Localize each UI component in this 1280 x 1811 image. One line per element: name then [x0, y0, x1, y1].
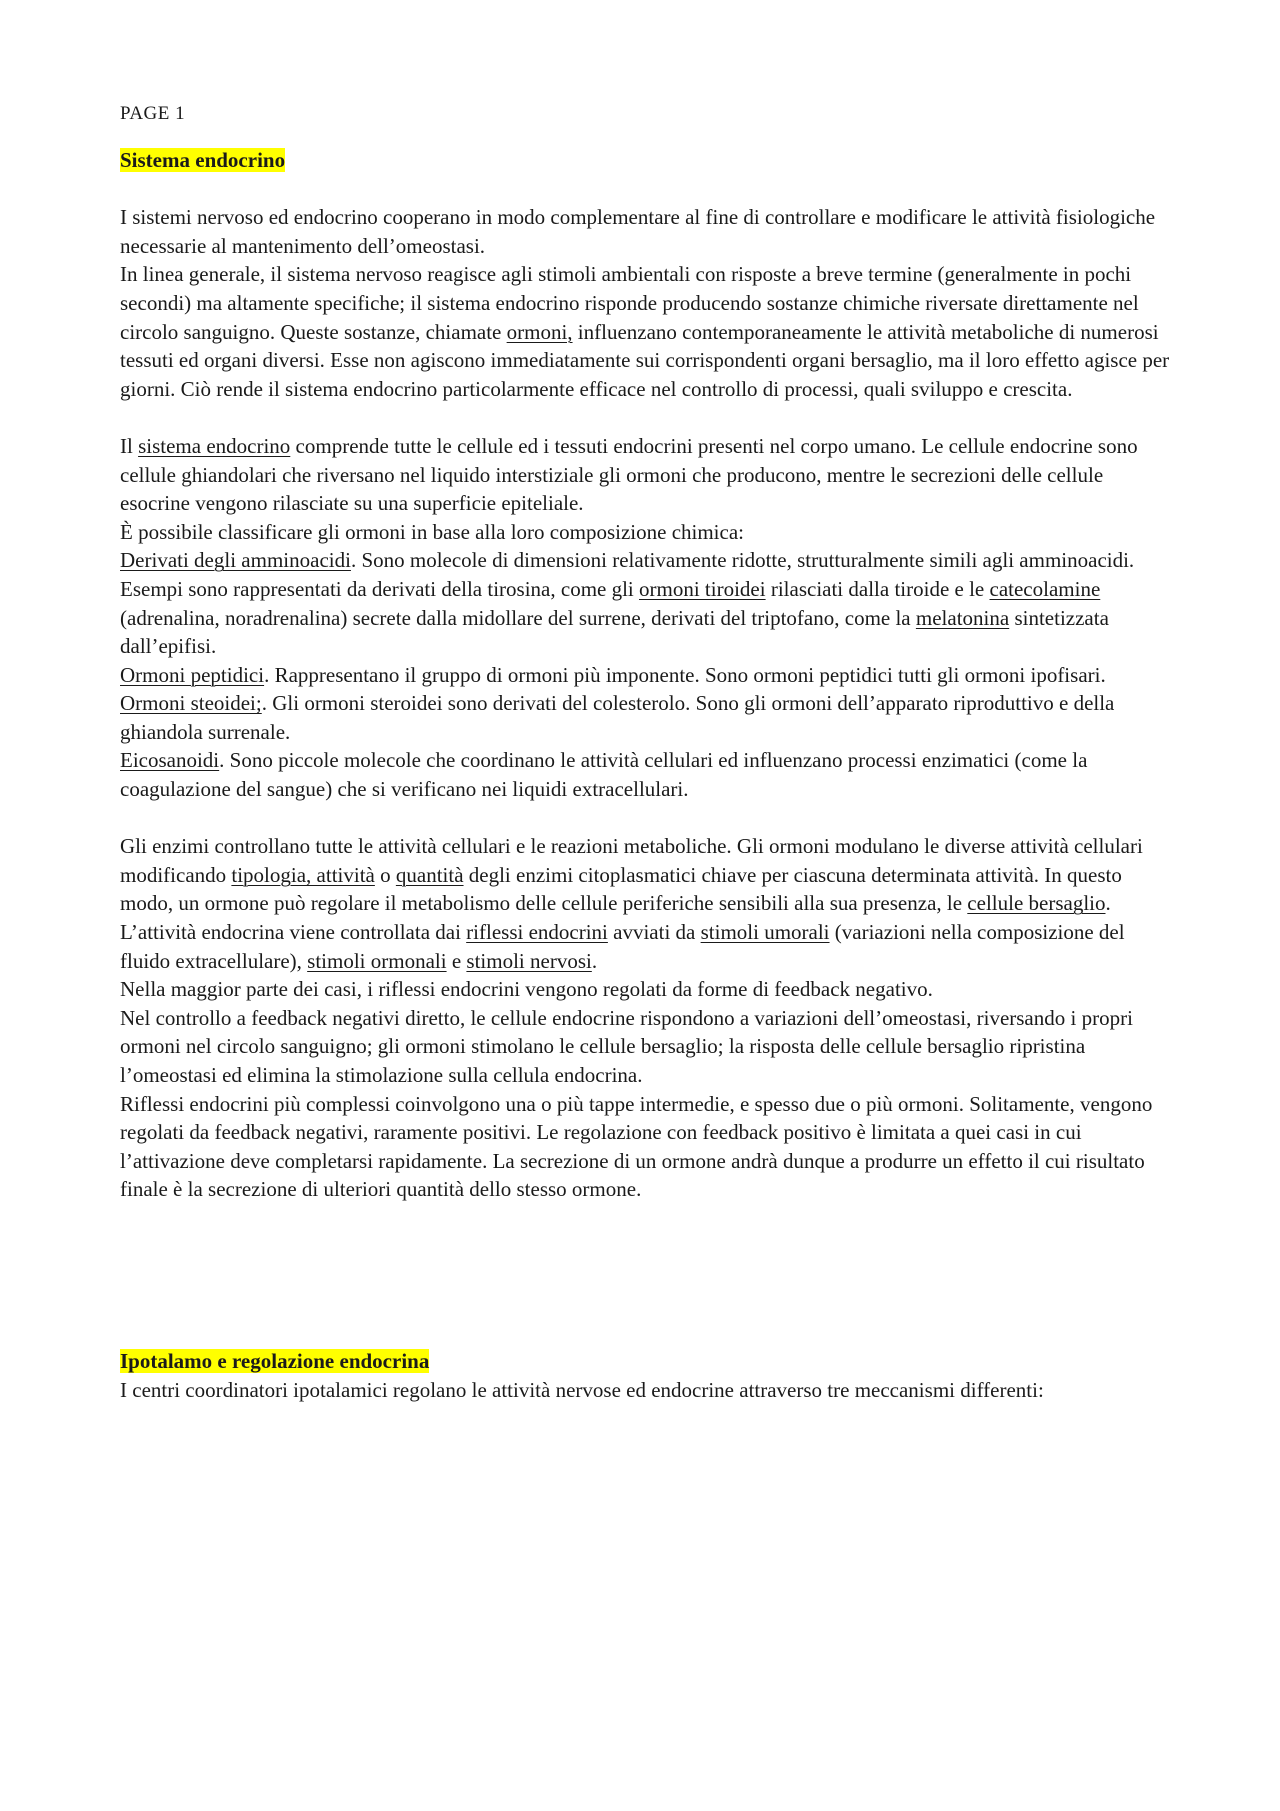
paragraph-intro: I sistemi nervoso ed endocrino cooperano in modo complementare al fine di controllare e modificare le attività fisiologiche necessarie al mantenimento dell’omeostasi. — [120, 205, 1156, 258]
underlined-term-eicosanoidi: Eicosanoidi — [120, 748, 220, 773]
underlined-term-melatonina: melatonina — [915, 605, 1010, 630]
underlined-term-derivati: Derivati degli amminoacidi — [120, 548, 351, 573]
underlined-term-stimoli-umorali: stimoli umorali — [700, 920, 830, 945]
heading-text: Sistema endocrino — [120, 148, 286, 172]
heading-text: Ipotalamo e regolazione endocrina — [120, 1348, 430, 1373]
paragraph-ipotalamo: I centri coordinatori ipotalamici regolano le attività nervose ed endocrine attraverso tre meccanismi differenti: — [120, 1377, 1044, 1402]
paragraph-peptidici: Ormoni peptidici. Rappresentano il gruppo di ormoni più imponente. Sono ormoni peptidici tutti gli ormoni ipofisari. — [120, 662, 1106, 687]
paragraph-steroidei: Ormoni steoidei;. Gli ormoni steroidei sono derivati del colesterolo. Sono gli ormoni dell’apparato riproduttivo e della ghiandola surrenale. — [120, 691, 1115, 744]
underlined-term-tipologia: tipologia, attività — [231, 862, 375, 887]
paragraph-feedback-2: Nel controllo a feedback negativi diretto, le cellule endocrine rispondono a variazioni dell’omeostasi, riversando i propri ormoni nel circolo sanguigno; gli ormoni stimolano le cellule bersaglio; la risposta delle cellule bersaglio ripristina l’omeostasi ed elimina la stimolazione sulla cellula endocrina. — [120, 1005, 1133, 1087]
page-content — [120, 100, 1170, 1404]
underlined-term-sistema-endocrino: sistema endocrino — [138, 433, 291, 458]
paragraph-feedback-1: Nella maggior parte dei casi, i riflessi endocrini vengono regolati da forme di feedback negativo. — [120, 977, 933, 1002]
paragraph-classification: È possibile classificare gli ormoni in base alla loro composizione chimica: — [120, 519, 744, 544]
underlined-term-stimoli-nervosi: stimoli nervosi — [466, 948, 592, 973]
paragraph-derivati: Derivati degli amminoacidi. Sono molecole di dimensioni relativamente ridotte, strutturalmente simili agli amminoacidi. Esempi sono rappresentati da derivati della tirosina, come gli ormoni tiroidei rilasciati dalla tiroide e le catecolamine (adrenalina, noradrenalina) secrete dalla midollare del surrene, derivati del triptofano, come la melatonina sintetizzata dall’epifisi. — [120, 548, 1135, 659]
page-number-label: PAGE 1 — [120, 103, 186, 124]
paragraph-sistema-endocrino: Il sistema endocrino comprende tutte le cellule ed i tessuti endocrini presenti nel corpo umano. Le cellule endocrine sono cellule ghiandolari che riversano nel liquido interstiziale gli ormoni che producono, mentre le secrezioni delle cellule esocrine vengono rilasciate su una superficie epiteliale. — [120, 433, 1138, 516]
underlined-term-steroidei: Ormoni steoidei; — [120, 691, 262, 716]
underlined-term-ormoni: ormoni, — [506, 319, 573, 344]
underlined-term-peptidici: Ormoni peptidici — [120, 662, 265, 687]
paragraph-eicosanoidi: Eicosanoidi. Sono piccole molecole che coordinano le attività cellulari ed influenzano processi enzimatici (come la coagulazione del sangue) che si verificano nei liquidi extracellulari. — [120, 748, 1088, 802]
paragraph-nervous-vs-endocrine: In linea generale, il sistema nervoso reagisce agli stimoli ambientali con risposte a breve termine (generalmente in pochi secondi) ma altamente specifiche; il sistema endocrino risponde producendo sostanze chimiche riversate direttamente nel circolo sanguigno. Queste sostanze, chiamate ormoni, influenzano contemporaneamente le attività metaboliche di numerosi tessuti ed organi diversi. Esse non agiscono immediatamente sui corrispondenti organi bersaglio, ma il loro effetto agisce per giorni. Ciò rende il sistema endocrino particolarmente efficace nel controllo di processi, quali sviluppo e crescita. — [120, 262, 1170, 401]
underlined-term-ormoni-tiroidei: ormoni tiroidei — [639, 576, 766, 601]
underlined-term-stimoli-ormonali: stimoli ormonali — [307, 948, 447, 973]
underlined-term-riflessi: riflessi endocrini — [466, 920, 608, 945]
paragraph-attivita-endocrina: L’attività endocrina viene controllata dai riflessi endocrini avviati da stimoli umorali (variazioni nella composizione del fluido extracellulare), stimoli ormonali e stimoli nervosi. — [120, 920, 1125, 973]
section-heading-ipotalamo — [120, 1347, 1170, 1376]
paragraph-enzimi: Gli enzimi controllano tutte le attività cellulari e le reazioni metaboliche. Gli ormoni modulano le diverse attività cellulari modificando tipologia, attività o quantità degli enzimi citoplasmatici chiave per ciascuna determinata attività. In questo modo, un ormone può regolare il metabolismo delle cellule periferiche sensibili alla sua presenza, le cellule bersaglio. — [120, 834, 1143, 916]
paragraph-feedback-3: Riflessi endocrini più complessi coinvolgono una o più tappe intermedie, e spesso due o più ormoni. Solitamente, vengono regolati da feedback negativi, raramente positivi. Le regolazione con feedback positivo è limitata a quei casi in cui l’attivazione deve completarsi rapidamente. La secrezione di un ormone andrà dunque a produrre un effetto il cui risultato finale è la secrezione di ulteriori quantità dello stesso ormone. — [120, 1091, 1153, 1202]
section-heading-sistema-endocrino — [120, 146, 1170, 175]
underlined-term-cellule-bersaglio: cellule bersaglio — [967, 891, 1106, 916]
underlined-term-catecolamine: catecolamine — [989, 576, 1101, 601]
underlined-term-quantita: quantità — [395, 862, 464, 887]
